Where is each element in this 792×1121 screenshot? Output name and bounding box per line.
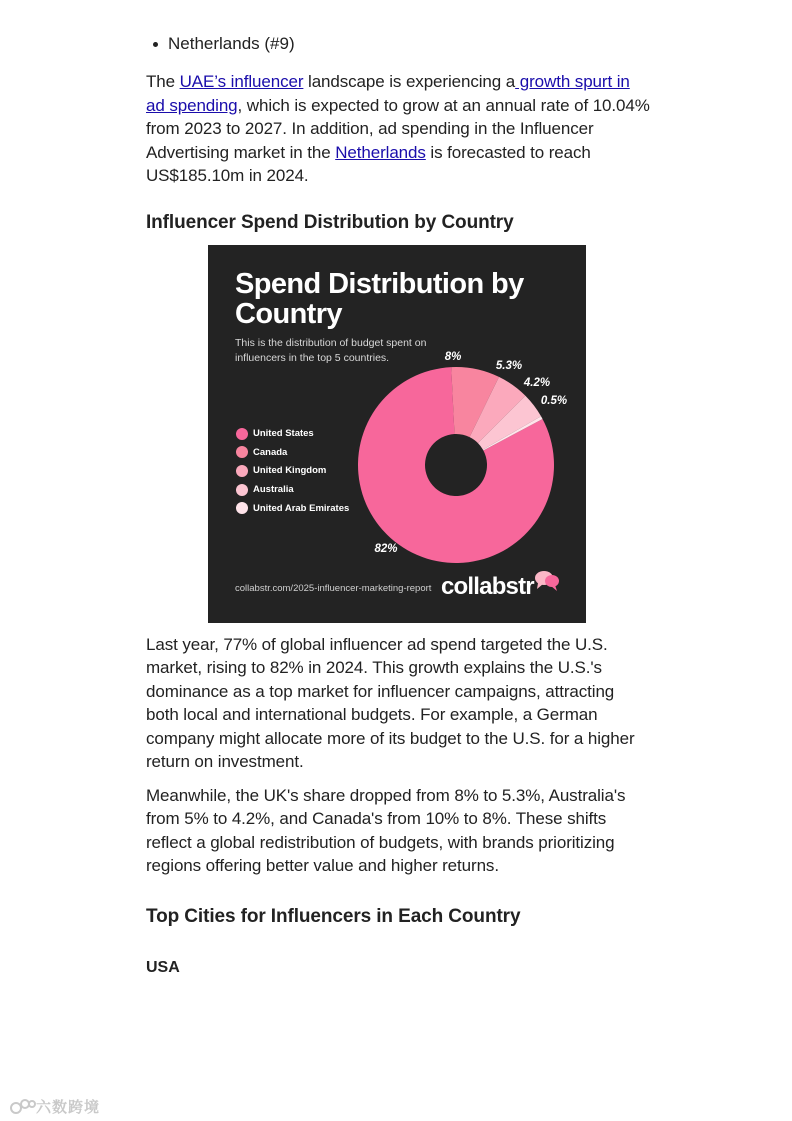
uae-paragraph (146, 70, 651, 188)
us-paragraph: Last year, 77% of global influencer ad spend targeted the U.S. market, rising to 82% in 2024. This growth explains the U.S.'s dominance as a top market for influencer campaigns, attracting both local and international budgets. For example, a German company might allocate more of its budget to the U.S. for a higher return on investment. (146, 634, 635, 771)
shift-paragraph: Meanwhile, the UK's share dropped from 8% to 5.3%, Australia's from 5% to 4.2%, and Canada's from 10% to 8%. These shifts reflect a global redistribution of budgets, with brands prioritizing regions offering better value and higher returns. (146, 785, 626, 875)
list-item: Netherlands (#9) (168, 32, 651, 56)
source-url: collabstr.com/2025-influencer-marketing-report (235, 582, 432, 594)
slice-label: 4.2% (523, 376, 551, 389)
subheading-usa: USA (146, 958, 180, 976)
text-span: The (146, 72, 180, 91)
growth-spurt-link[interactable]: growth spurt in ad spending (146, 72, 630, 115)
infographic-subtitle: This is the distribution of budget spent on influencers in the top 5 countries. (235, 336, 427, 364)
uae-influencer-link[interactable]: UAE’s influencer (179, 72, 304, 91)
watermark-logo-icon (10, 1098, 36, 1116)
slice-label: 82% (374, 542, 398, 555)
text-span: , which is expected to grow at an annual rate of 10.04% from 2023 to 2027. In addition, ad spending in the Influencer Advertising market in the (146, 95, 650, 162)
legend-label: Canada (253, 446, 288, 458)
watermark-text: 六数跨境 (36, 1099, 101, 1116)
legend-label: United Kingdom (253, 465, 327, 477)
spend-infographic (208, 245, 586, 623)
slice-label: 8% (444, 350, 462, 363)
text-span: is forecasted to reach US$185.10m in 2024. (146, 142, 591, 185)
article-content (146, 32, 651, 978)
slice-label: 0.5% (540, 394, 568, 407)
chat-bubbles-icon (534, 570, 560, 592)
section-heading-cities: Top Cities for Influencers in Each Country (146, 905, 521, 927)
slice-label: 5.3% (495, 359, 523, 372)
brand-logo: collabstr (441, 572, 534, 600)
watermark (10, 1096, 100, 1117)
legend-label: United States (253, 428, 314, 440)
section-heading-spend: Influencer Spend Distribution by Country (146, 211, 514, 233)
donut-chart (208, 245, 586, 623)
infographic-title: Spend Distribution by Country (235, 267, 524, 330)
legend-label: United Arab Emirates (253, 502, 350, 514)
text-span: landscape is experiencing a (303, 72, 516, 91)
country-list (146, 32, 651, 56)
legend-label: Australia (253, 484, 294, 496)
netherlands-link[interactable]: Netherlands (335, 142, 426, 162)
